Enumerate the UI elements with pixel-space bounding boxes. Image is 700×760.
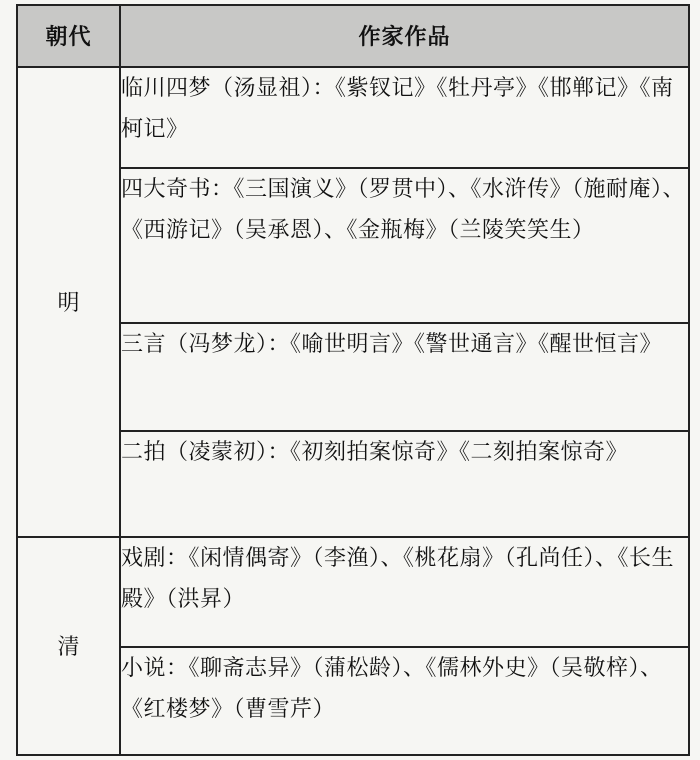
works-entry: 三言（冯梦龙）：《喻世明言》《警世通言》《醒世恒言》	[120, 323, 689, 431]
header-works: 作家作品	[120, 5, 689, 67]
dynasty-ming: 明	[17, 67, 120, 537]
header-row	[17, 5, 689, 67]
dynasty-qing: 清	[17, 537, 120, 755]
dynasty-works-table	[16, 4, 690, 756]
table-row	[17, 67, 689, 168]
works-entry: 四大奇书：《三国演义》（罗贯中）、《水浒传》（施耐庵）、《西游记》（吴承恩）、《金瓶梅》（兰陵笑笑生）	[120, 168, 689, 323]
works-entry: 戏剧：《闲情偶寄》（李渔）、《桃花扇》（孔尚任）、《长生殿》（洪昇）	[120, 537, 689, 647]
works-entry: 小说：《聊斋志异》（蒲松龄）、《儒林外史》（吴敬梓）、《红楼梦》（曹雪芹）	[120, 647, 689, 755]
table-row	[17, 537, 689, 647]
works-entry: 二拍（凌蒙初）：《初刻拍案惊奇》《二刻拍案惊奇》	[120, 431, 689, 537]
header-dynasty: 朝代	[17, 5, 120, 67]
works-entry: 临川四梦（汤显祖）：《紫钗记》《牡丹亭》《邯郸记》《南柯记》	[120, 67, 689, 168]
